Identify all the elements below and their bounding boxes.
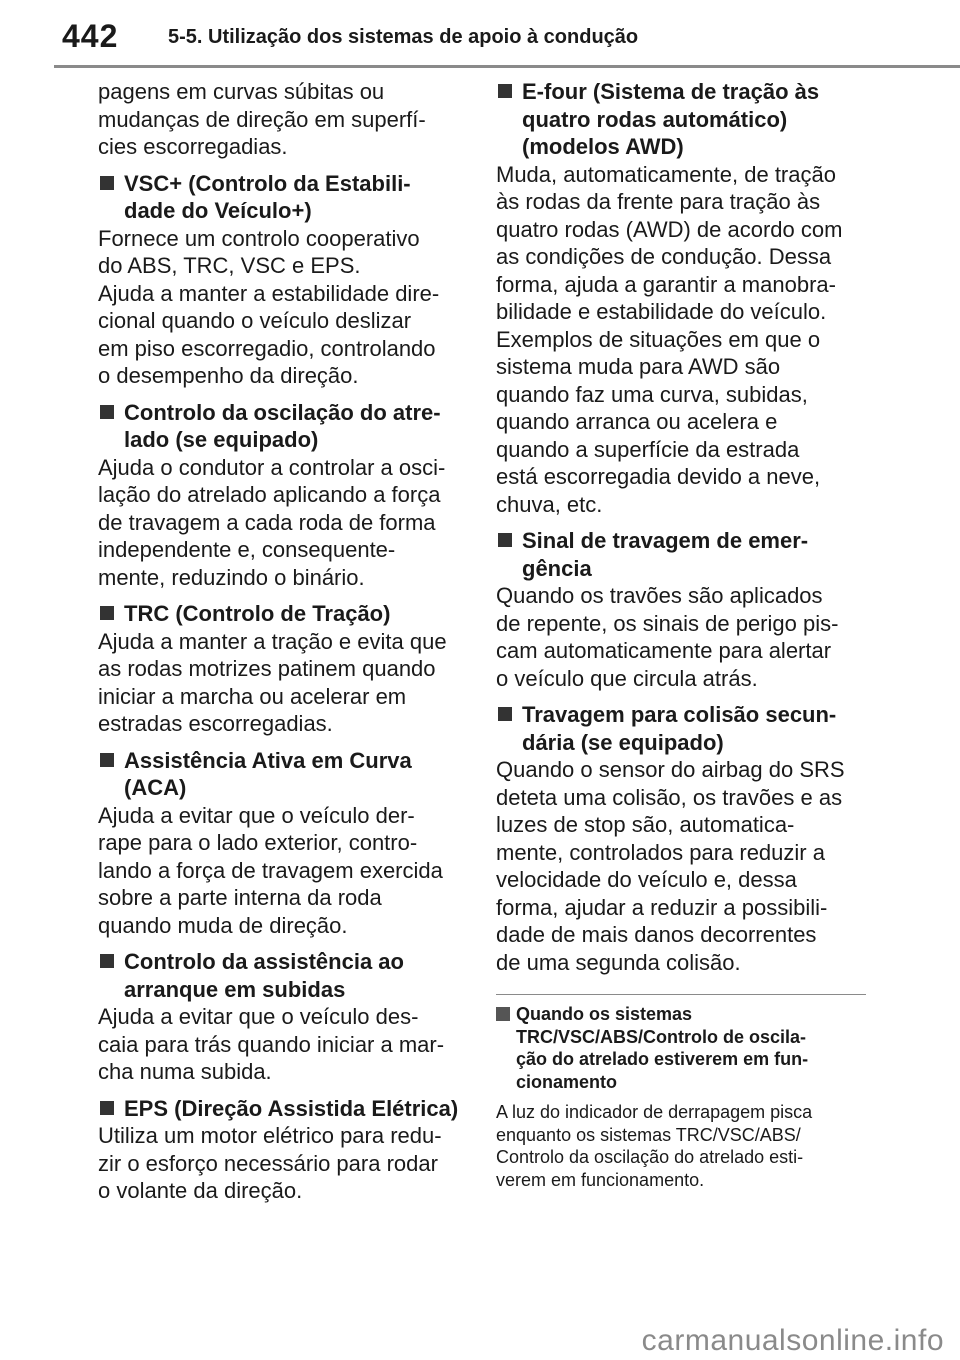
text-line: de uma segunda colisão.: [496, 949, 741, 975]
header-divider: [54, 65, 960, 68]
text-line: quando a superfície da estrada: [496, 436, 800, 462]
text-line: do ABS, TRC, VSC e EPS.: [98, 253, 361, 278]
text-line: Travagem para colisão secun-: [522, 702, 837, 727]
text-line: sistema muda para AWD são: [496, 354, 781, 379]
text-line: TRC (Controlo de Tração): [124, 601, 391, 626]
text-line: VSC+ (Controlo da Estabili-: [124, 170, 411, 196]
square-bullet-icon: [100, 176, 114, 190]
section-body-trailer-sway: [98, 454, 468, 592]
text-line: de repente, os sinais de perigo pis-: [496, 610, 839, 636]
heading-text: [124, 1095, 468, 1123]
text-line: (ACA): [124, 775, 187, 800]
text-line: Exemplos de situações em que o: [496, 326, 821, 352]
text-line: caia para trás quando iniciar a mar-: [98, 1031, 445, 1057]
section-body-emergency-signal: [496, 582, 866, 692]
text-line: iniciar a marcha ou acelerar em: [98, 683, 407, 709]
text-line: Ajuda a evitar que o veículo der-: [98, 802, 415, 828]
watermark: carmanualsonline.info: [641, 1324, 944, 1357]
text-line: cha numa subida.: [98, 1059, 272, 1084]
text-line: cies escorregadias.: [98, 134, 288, 159]
text-line: Sinal de travagem de emer-: [522, 528, 809, 553]
text-line: ção do atrelado estiverem em fun-: [516, 1049, 809, 1069]
text-line: Ajuda o condutor a controlar a osci-: [98, 454, 446, 480]
text-line: forma, ajuda a garantir a manobra-: [496, 271, 836, 297]
text-line: as condições de condução. Dessa: [496, 244, 832, 269]
text-line: mudanças de direção em superfí-: [98, 106, 426, 132]
text-line: de travagem a cada roda de forma: [98, 509, 436, 535]
text-line: lado (se equipado): [124, 427, 319, 452]
text-line: Quando o sensor do airbag do SRS: [496, 757, 845, 782]
square-bullet-icon: [100, 954, 114, 968]
heading-text: [124, 948, 468, 1003]
section-title: 5-5. Utilização dos sistemas de apoio à condução: [168, 26, 639, 48]
info-note: [496, 994, 866, 1191]
text-line: está escorregadia devido a neve,: [496, 464, 821, 489]
text-line: cam automaticamente para alertar: [496, 638, 832, 663]
text-line: zir o esforço necessário para rodar: [98, 1150, 438, 1176]
section-body-efour: [496, 161, 866, 519]
text-line: Quando os sistemas: [516, 1004, 693, 1024]
text-line: Fornece um controlo cooperativo: [98, 225, 420, 251]
text-line: TRC/VSC/ABS/Controlo de oscila-: [516, 1026, 807, 1047]
page-number: 442: [62, 18, 119, 54]
text-line: gência: [522, 555, 592, 581]
note-heading: [496, 1003, 866, 1093]
intro-paragraph: [98, 78, 468, 161]
text-line: dade de mais danos decorrentes: [496, 922, 817, 947]
heading-text: [522, 701, 866, 756]
text-line: o veículo que circula atrás.: [496, 665, 758, 691]
text-line: sobre a parte interna da roda: [98, 885, 382, 910]
text-line: Controlo da oscilação do atre-: [124, 399, 441, 425]
text-line: deteta uma colisão, os travões e as: [496, 784, 843, 810]
section-heading-vsc: [98, 170, 468, 225]
text-line: velocidade do veículo e, dessa: [496, 867, 797, 892]
text-line: forma, ajudar a reduzir a possibili-: [496, 894, 828, 920]
text-line: dária (se equipado): [522, 729, 724, 755]
square-bullet-icon: [100, 1101, 114, 1115]
heading-text: [124, 747, 468, 802]
section-heading-secondary-collision: [496, 701, 866, 756]
text-line: Ajuda a manter a tração e evita que: [98, 628, 447, 654]
section-body-trc: [98, 628, 468, 738]
text-line: Quando os travões são aplicados: [496, 583, 823, 608]
square-bullet-icon: [498, 707, 512, 721]
section-body-hill-start: [98, 1003, 468, 1086]
text-line: em piso escorregadio, controlando: [98, 335, 436, 361]
section-heading-hill-start: [98, 948, 468, 1003]
square-bullet-icon: [496, 1007, 510, 1021]
text-line: Muda, automaticamente, de tração: [496, 161, 836, 187]
text-line: verem em funcionamento.: [496, 1169, 705, 1190]
text-line: Assistência Ativa em Curva: [124, 747, 412, 773]
section-heading-efour: [496, 78, 866, 161]
square-bullet-icon: [100, 606, 114, 620]
section-body-aca: [98, 802, 468, 940]
text-line: dade do Veículo+): [124, 198, 312, 223]
text-line: quando arranca ou acelera e: [496, 409, 778, 434]
text-line: pagens em curvas súbitas ou: [98, 79, 385, 104]
text-line: chuva, etc.: [496, 491, 603, 517]
text-line: independente e, consequente-: [98, 537, 396, 562]
text-line: as rodas motrizes patinem quando: [98, 656, 436, 681]
page-header: [0, 0, 960, 70]
text-line: estradas escorregadias.: [98, 711, 333, 736]
section-body-vsc: [98, 225, 468, 390]
text-line: E-four (Sistema de tração às: [522, 79, 820, 104]
text-line: EPS (Direção Assistida Elétrica): [124, 1095, 459, 1121]
text-line: rape para o lado exterior, contro-: [98, 830, 418, 855]
square-bullet-icon: [100, 405, 114, 419]
text-line: luzes de stop são, automatica-: [496, 812, 795, 837]
heading-text: [124, 399, 468, 454]
text-line: Ajuda a evitar que o veículo des-: [98, 1004, 419, 1029]
text-line: lação do atrelado aplicando a força: [98, 482, 441, 507]
heading-text: [124, 170, 468, 225]
text-line: Utiliza um motor elétrico para redu-: [98, 1123, 442, 1148]
text-line: cional quando o veículo deslizar: [98, 308, 412, 333]
section-heading-trailer-sway: [98, 399, 468, 454]
text-line: o desempenho da direção.: [98, 363, 359, 388]
note-heading-text: [516, 1003, 866, 1093]
text-line: mente, controlados para reduzir a: [496, 839, 825, 865]
text-line: quatro rodas (AWD) de acordo com: [496, 216, 843, 242]
square-bullet-icon: [100, 753, 114, 767]
text-line: quando faz uma curva, subidas,: [496, 381, 808, 407]
text-line: arranque em subidas: [124, 976, 346, 1002]
section-heading-trc: [98, 600, 468, 628]
text-line: mente, reduzindo o binário.: [98, 564, 365, 590]
text-line: Controlo da assistência ao: [124, 949, 404, 974]
section-body-eps: [98, 1122, 468, 1205]
note-body: [496, 1101, 866, 1191]
right-column: [496, 78, 866, 1191]
text-line: quatro rodas automático): [522, 106, 788, 132]
text-line: o volante da direção.: [98, 1178, 303, 1203]
section-heading-emergency-signal: [496, 527, 866, 582]
text-line: lando a força de travagem exercida: [98, 857, 443, 883]
left-column: [98, 78, 468, 1205]
text-line: Controlo da oscilação do atrelado esti-: [496, 1147, 804, 1167]
square-bullet-icon: [498, 84, 512, 98]
section-heading-aca: [98, 747, 468, 802]
heading-text: [522, 527, 866, 582]
text-line: Ajuda a manter a estabilidade dire-: [98, 280, 440, 306]
text-line: A luz do indicador de derrapagem pisca: [496, 1102, 813, 1122]
heading-text: [522, 78, 866, 161]
text-line: quando muda de direção.: [98, 912, 348, 938]
text-line: (modelos AWD): [522, 134, 684, 159]
text-line: bilidade e estabilidade do veículo.: [496, 299, 827, 324]
text-line: enquanto os sistemas TRC/VSC/ABS/: [496, 1124, 801, 1145]
text-line: às rodas da frente para tração às: [496, 189, 821, 214]
heading-text: [124, 600, 468, 628]
section-body-secondary-collision: [496, 756, 866, 976]
text-line: cionamento: [516, 1071, 618, 1092]
square-bullet-icon: [498, 533, 512, 547]
section-heading-eps: [98, 1095, 468, 1123]
